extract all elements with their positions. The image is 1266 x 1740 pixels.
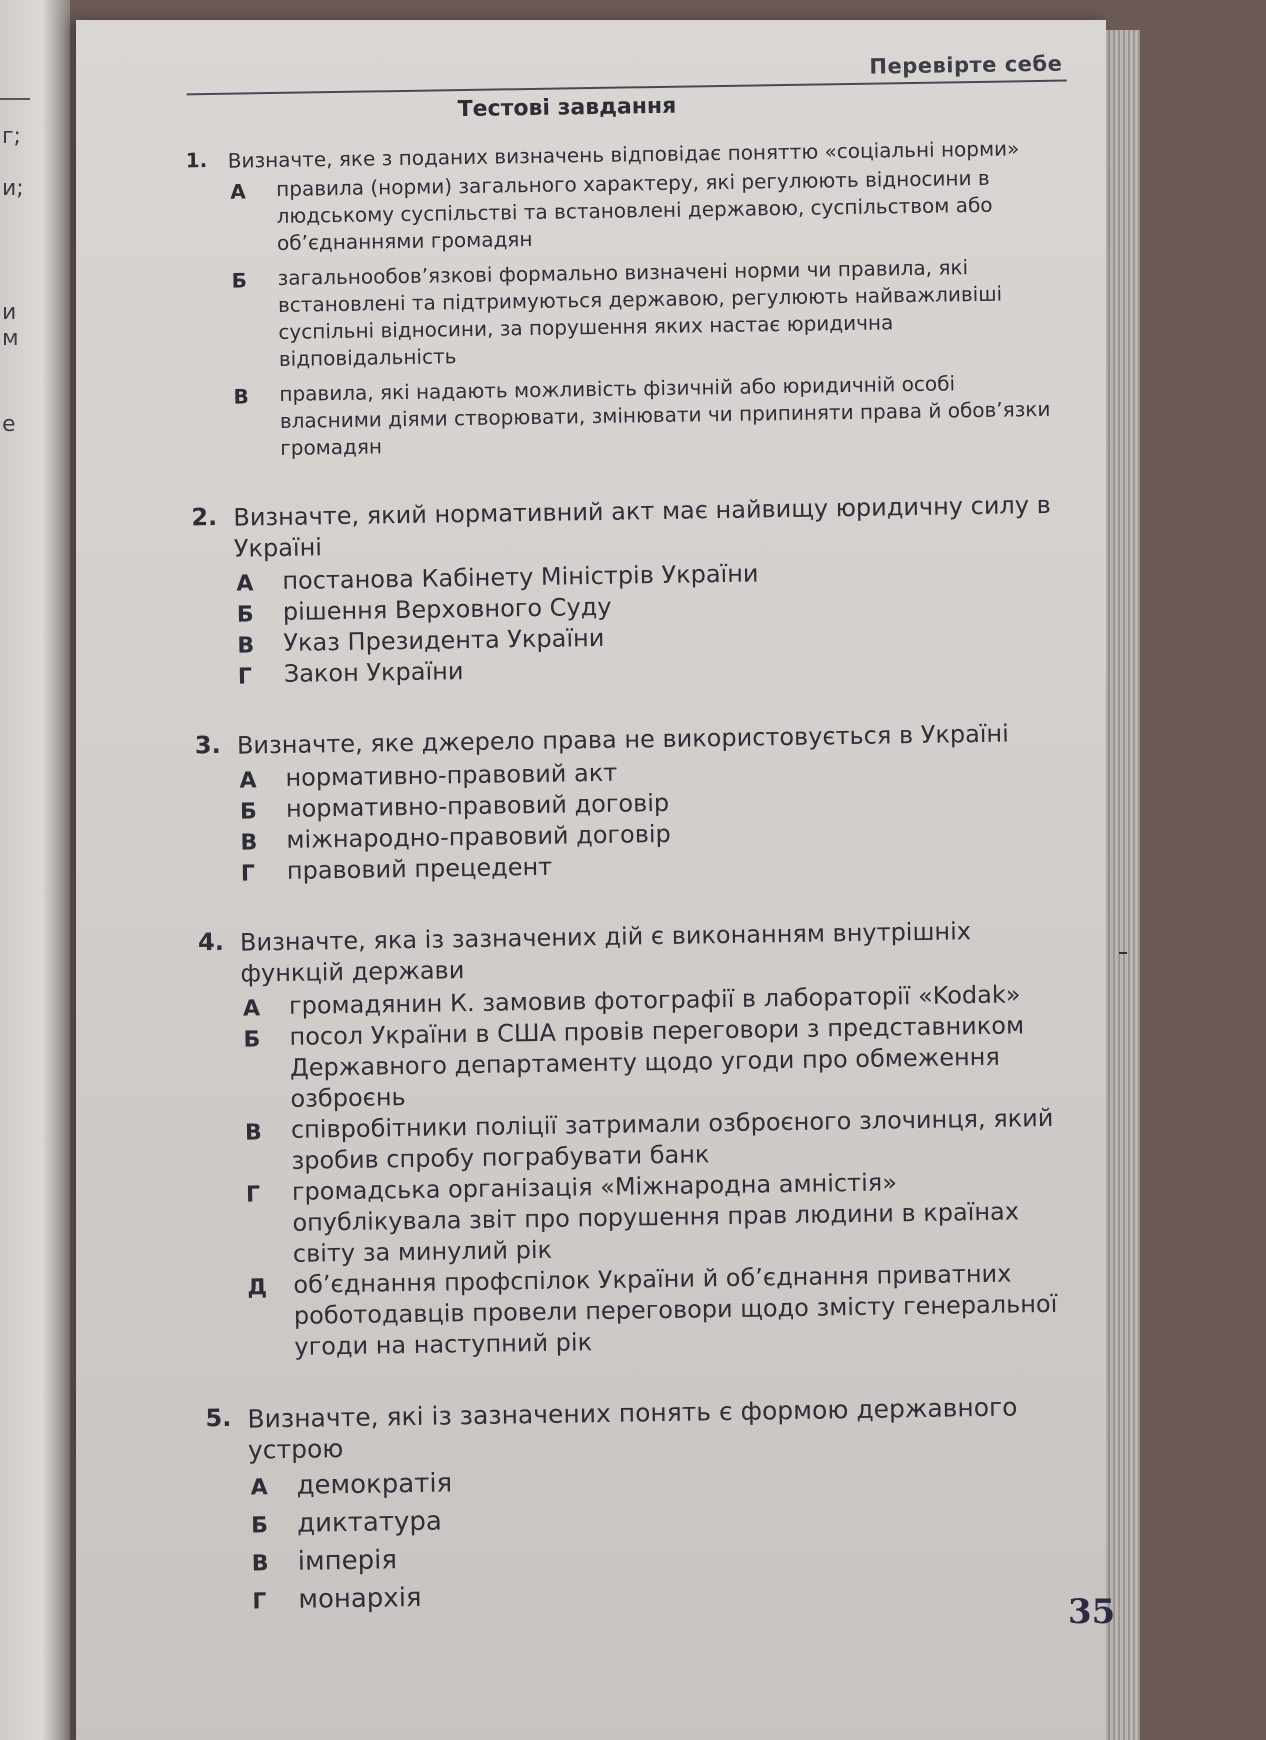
option-text: рішення Верховного Суду: [282, 592, 612, 626]
question-number: 5.: [205, 1403, 232, 1433]
question-number: 1.: [185, 148, 208, 173]
option-text: громадська організація «Міжнародна амністія» опублікувала звіт про порушення прав людини в країнах світу за минулий рік: [291, 1168, 1020, 1268]
option-text: посол України в США провів переговори з представником Державного департаменту щодо угоди про обмеження озброєнь: [289, 1011, 1025, 1113]
question-3: [194, 718, 1059, 888]
option-text: нормативно-правовий акт: [285, 758, 618, 792]
answer-option: [228, 164, 1049, 258]
question-text: Визначте, яке джерело права не використовується в Україні: [236, 719, 1010, 760]
question-5: [205, 1391, 1070, 1620]
option-letter: В: [237, 633, 255, 659]
page-header: [146, 36, 1063, 94]
option-text: правила (норми) загального характеру, які регулюють відносини в людському суспільстві та встановлені державою, суспільством або об’єднаннями громадян: [276, 165, 993, 255]
option-letter: Б: [239, 799, 257, 825]
option-letter: А: [239, 768, 257, 794]
question-text: Визначте, який нормативний акт має найвищу юридичну силу в Україні: [233, 490, 1051, 563]
answer-option: [245, 1258, 1066, 1364]
option-letter: В: [244, 1120, 262, 1146]
question-number: 2.: [191, 502, 218, 532]
page-content: [146, 36, 1071, 1661]
option-text: співробітники поліції затримали озброєного злочинця, який зробив спробу пограбувати банк: [290, 1103, 1054, 1175]
left-page-fragment: и: [2, 300, 17, 325]
option-text: об’єднання профспілок України й об’єднання приватних роботодавців провели переговори щодо змісту генеральної угоди на наступний рік: [293, 1259, 1058, 1361]
option-text: імперія: [297, 1545, 398, 1577]
question-text: Визначте, яке з поданих визначень відповідає поняттю «соціальні норми»: [227, 136, 1020, 173]
margin-mark: [1119, 952, 1127, 954]
option-letter: В: [251, 1551, 269, 1577]
question-text: Визначте, які із зазначених понять є формою державного устрою: [247, 1392, 1018, 1465]
page-title: Тестові завдання: [457, 93, 677, 123]
option-letter: Г: [245, 1182, 261, 1208]
option-text: правовий прецедент: [286, 852, 553, 885]
question-1: [185, 135, 1053, 463]
question-number: 3.: [194, 730, 221, 760]
question-2: [191, 490, 1056, 691]
option-letter: А: [250, 1475, 268, 1501]
option-letter: Г: [252, 1589, 267, 1615]
option-letter: Б: [231, 268, 248, 293]
option-text: Указ Президента України: [283, 623, 605, 657]
option-letter: Б: [236, 602, 254, 628]
option-letter: Г: [237, 664, 253, 690]
option-text: Закон України: [283, 657, 464, 688]
option-text: демократія: [296, 1468, 453, 1501]
option-letter: Г: [240, 861, 256, 887]
book-page: [76, 20, 1106, 1740]
option-letter: А: [242, 996, 261, 1022]
option-text: правила, які надають можливість фізичній або юридичній особі власними діями створювати, змінювати чи припиняти права й обов’язки громадян: [279, 371, 1051, 460]
option-letter: Д: [247, 1275, 268, 1301]
option-text: загальнообов’язкові формально визначені норми чи правила, які встановлені та підтримуються державою, регулюють найважливіші суспільні відносини, за порушення яких настає юридична відповідальність: [277, 255, 1003, 371]
left-page-rule: [0, 98, 30, 100]
option-text: громадянин К. замовив фотографії в лабораторії «Kodak»: [288, 980, 1021, 1020]
option-text: монархія: [298, 1582, 422, 1615]
option-letter: В: [240, 830, 258, 856]
option-letter: А: [230, 179, 246, 204]
question-4: [197, 915, 1067, 1364]
option-text: нормативно-правовий договір: [285, 788, 670, 823]
page-number: 35: [1068, 1592, 1116, 1632]
left-page-edge: [0, 0, 70, 1740]
section-title: Перевірте себе: [869, 51, 1063, 79]
option-text: диктатура: [296, 1506, 443, 1539]
answer-option: [244, 1165, 1065, 1271]
option-letter: Б: [251, 1513, 269, 1539]
left-page-fragment: и;: [2, 176, 24, 201]
option-letter: Б: [243, 1027, 261, 1053]
option-text: постанова Кабінету Міністрів України: [282, 559, 759, 595]
option-text: міжнародно-правовий договір: [286, 819, 671, 854]
answer-option: [241, 1010, 1062, 1116]
question-number: 4.: [197, 927, 225, 957]
answer-option: [231, 369, 1052, 463]
left-page-fragment: е: [2, 412, 16, 437]
left-page-fragment: г;: [2, 124, 21, 149]
question-text: Визначте, яка із зазначених дій є виконанням внутрішніх функцій держави: [239, 917, 972, 988]
left-page-fragment: м: [2, 326, 19, 351]
answer-option: [229, 253, 1051, 374]
option-letter: А: [236, 571, 254, 597]
page-stack-edges: [1100, 30, 1140, 1740]
option-letter: В: [233, 384, 249, 409]
